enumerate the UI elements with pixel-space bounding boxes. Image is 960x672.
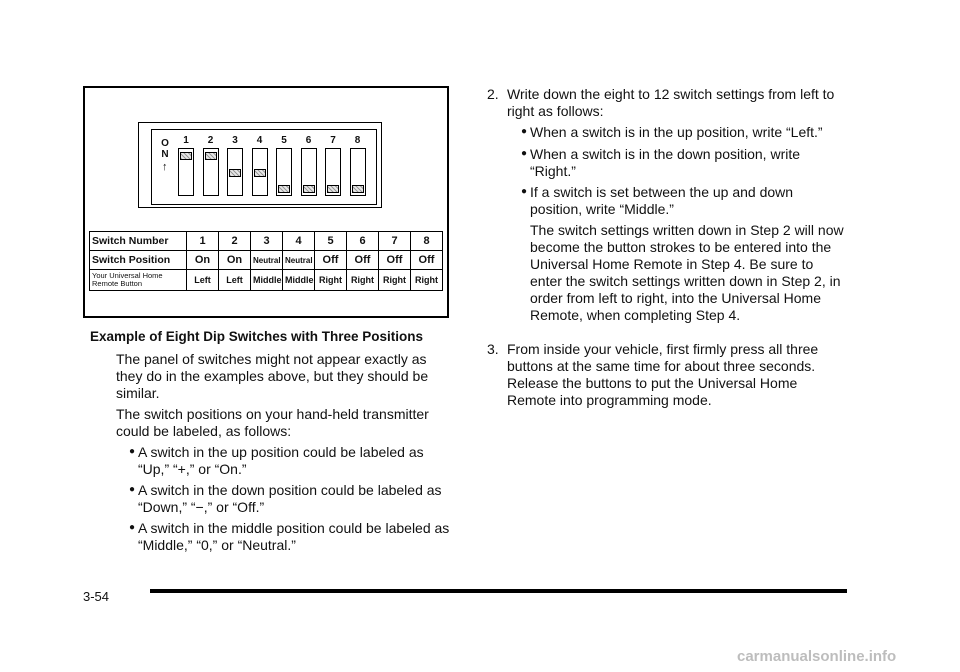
- switch-position-header: Switch Position: [90, 251, 187, 270]
- right-bullet-1: [521, 124, 847, 141]
- dip-switch: [252, 148, 268, 196]
- dip-switch: [350, 148, 366, 196]
- dip-switch-bank: [151, 129, 377, 205]
- table-cell: 7: [379, 232, 411, 251]
- table-cell: On: [187, 251, 219, 270]
- right-bullet-2: [521, 146, 847, 180]
- table-cell: 4: [283, 232, 315, 251]
- switch-number-label: 3: [232, 135, 238, 146]
- switch-number-label: 5: [281, 135, 287, 146]
- watermark: carmanualsonline.info: [737, 648, 897, 665]
- table-cell: 6: [347, 232, 379, 251]
- bullet-icon: ●: [521, 186, 528, 197]
- step-text: Write down the eight to 12 switch settings from left to right as follows:: [507, 86, 835, 119]
- switch-knob: [254, 169, 266, 177]
- left-paragraph-2: The switch positions on your hand-held transmitter could be labeled, as follows:: [116, 406, 429, 439]
- dip-switch-panel: [138, 122, 382, 208]
- table-cell: 1: [187, 232, 219, 251]
- switch-knob: [229, 169, 241, 177]
- table-cell: Right: [379, 270, 411, 291]
- table-cell: On: [219, 251, 251, 270]
- table-cell: Off: [379, 251, 411, 270]
- left-bullet-3: [129, 520, 451, 554]
- switch-number-label: 1: [183, 135, 189, 146]
- table-cell: Right: [411, 270, 443, 291]
- table-cell: 8: [411, 232, 443, 251]
- dip-switch-figure: [83, 86, 449, 318]
- switch-knob: [303, 185, 315, 193]
- step-3: [487, 341, 847, 409]
- bullet-text: A switch in the up position could be labeled as “Up,” “+,” or “On.”: [138, 444, 424, 477]
- switch-knob: [205, 152, 217, 160]
- switch-knob: [278, 185, 290, 193]
- bullet-icon: ●: [521, 148, 528, 159]
- bullet-icon: ●: [129, 484, 136, 495]
- table-cell: Off: [347, 251, 379, 270]
- table-row-switch-position: [90, 251, 443, 270]
- on-label: O N: [161, 138, 169, 160]
- dip-switch: [276, 148, 292, 196]
- left-bullet-2: [129, 482, 451, 516]
- page-number: 3-54: [83, 589, 110, 604]
- switch-table: [89, 231, 443, 291]
- switch-number-header: Switch Number: [90, 232, 187, 251]
- table-cell: 3: [251, 232, 283, 251]
- table-cell: Off: [315, 251, 347, 270]
- dip-switch: [203, 148, 219, 196]
- switch-knob: [327, 185, 339, 193]
- remote-button-header: Your Universal Home Remote Button: [90, 270, 187, 291]
- switch-number-label: 4: [256, 135, 263, 146]
- bullet-icon: ●: [129, 522, 136, 533]
- step-number: 3.: [487, 341, 499, 357]
- table-cell: Neutral: [283, 251, 315, 270]
- table-cell: Left: [219, 270, 251, 291]
- switch-number-label: 7: [330, 135, 336, 146]
- switch-number-label: 2: [207, 135, 214, 146]
- table-cell: 5: [315, 232, 347, 251]
- footer-rule: [150, 589, 847, 593]
- up-arrow-icon: ↑: [162, 161, 168, 173]
- switch-number-label: 8: [354, 135, 361, 146]
- table-cell: Neutral: [251, 251, 283, 270]
- dip-switch: [227, 148, 243, 196]
- switch-knob: [352, 185, 364, 193]
- table-cell: Right: [315, 270, 347, 291]
- step-2: [487, 86, 847, 120]
- table-cell: Left: [187, 270, 219, 291]
- table-cell: Middle: [283, 270, 315, 291]
- table-row-switch-number: [90, 232, 443, 251]
- dip-switch: [325, 148, 341, 196]
- table-cell: Right: [347, 270, 379, 291]
- table-row-remote-button: [90, 270, 443, 291]
- figure-caption: Example of Eight Dip Switches with Three Positions: [90, 329, 424, 344]
- bullet-text: If a switch is set between the up and down position, write “Middle.”: [530, 184, 794, 217]
- switch-number-label: 6: [305, 135, 312, 146]
- table-cell: Off: [411, 251, 443, 270]
- left-paragraph-1: The panel of switches might not appear exactly as they do in the examples above, but they should be similar.: [116, 351, 429, 401]
- dip-switch: [301, 148, 317, 196]
- bullet-text: When a switch is in the down position, write “Right.”: [530, 146, 801, 179]
- bullet-icon: ●: [129, 446, 136, 457]
- bullet-text: A switch in the down position could be labeled as “Down,” “−,” or “Off.”: [138, 482, 442, 515]
- step-number: 2.: [487, 86, 499, 102]
- bullet-text: A switch in the middle position could be labeled as “Middle,” “0,” or “Neutral.”: [138, 520, 450, 553]
- bullet-icon: ●: [521, 126, 528, 137]
- bullet-text: When a switch is in the up position, write “Left.”: [530, 124, 823, 140]
- table-cell: Middle: [251, 270, 283, 291]
- switch-knob: [180, 152, 192, 160]
- table-cell: 2: [219, 232, 251, 251]
- left-bullet-1: [129, 444, 451, 478]
- right-paragraph: The switch settings written down in Step 2 will now become the button strokes to be entered into the Universal Home Remote in Step 4. Be sure to enter the switch settings written down in Step 2, in order from left to right, into the Universal Home Remote, when completing Step 4.: [530, 222, 844, 323]
- step-text: From inside your vehicle, first firmly press all three buttons at the same time for about three seconds. Release the buttons to put the Universal Home Remote into programming mode.: [507, 341, 819, 408]
- right-bullet-3: [521, 184, 847, 218]
- dip-switch: [178, 148, 194, 196]
